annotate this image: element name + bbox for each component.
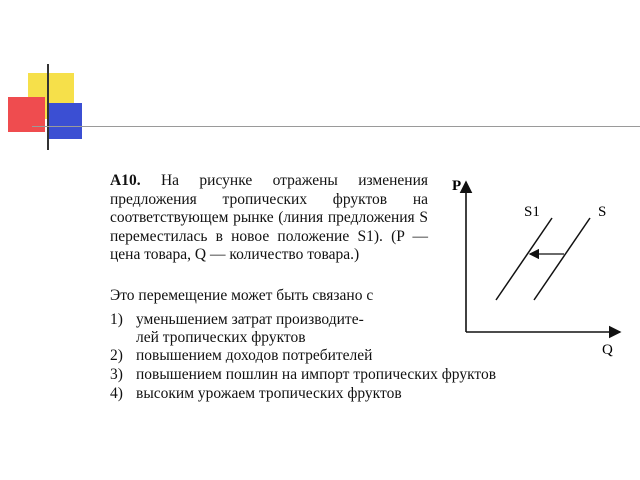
problem-text: На рисунке отражены изменения предложения тропических фруктов на соответствующем рынке (линия предложения S переместилась в новое положение S1). (P — цена товара, Q — количество товара.)	[110, 172, 429, 263]
option-text: повышением доходов потребителей	[136, 347, 373, 364]
option-1-continuation: лей тропических фруктов	[136, 329, 306, 346]
option-1	[110, 311, 364, 329]
option-number: 4)	[110, 385, 123, 402]
y-axis-label: P	[452, 178, 462, 194]
question-lead: Это перемещение может быть связано с	[110, 287, 374, 304]
curve-s1-label: S1	[524, 204, 540, 220]
problem-number: А10.	[110, 172, 141, 189]
option-number: 1)	[110, 311, 123, 328]
decor-horizontal-line	[32, 126, 640, 127]
option-text: высоким урожаем тропических фруктов	[136, 385, 402, 402]
curve-s	[534, 218, 590, 300]
problem-statement	[110, 172, 428, 265]
option-4	[110, 385, 402, 403]
decor-vertical-line	[47, 64, 49, 150]
curve-s1	[496, 218, 552, 300]
option-3	[110, 366, 496, 384]
option-text: повышением пошлин на импорт тропических фруктов	[136, 366, 497, 383]
decor-blue-square	[47, 103, 82, 139]
option-number: 3)	[110, 366, 123, 383]
x-axis-label: Q	[602, 342, 613, 358]
option-number: 2)	[110, 347, 123, 364]
option-2	[110, 347, 372, 365]
option-text: уменьшением затрат производите-	[136, 311, 364, 328]
supply-shift-graph	[440, 160, 630, 360]
curve-s-label: S	[598, 204, 607, 220]
